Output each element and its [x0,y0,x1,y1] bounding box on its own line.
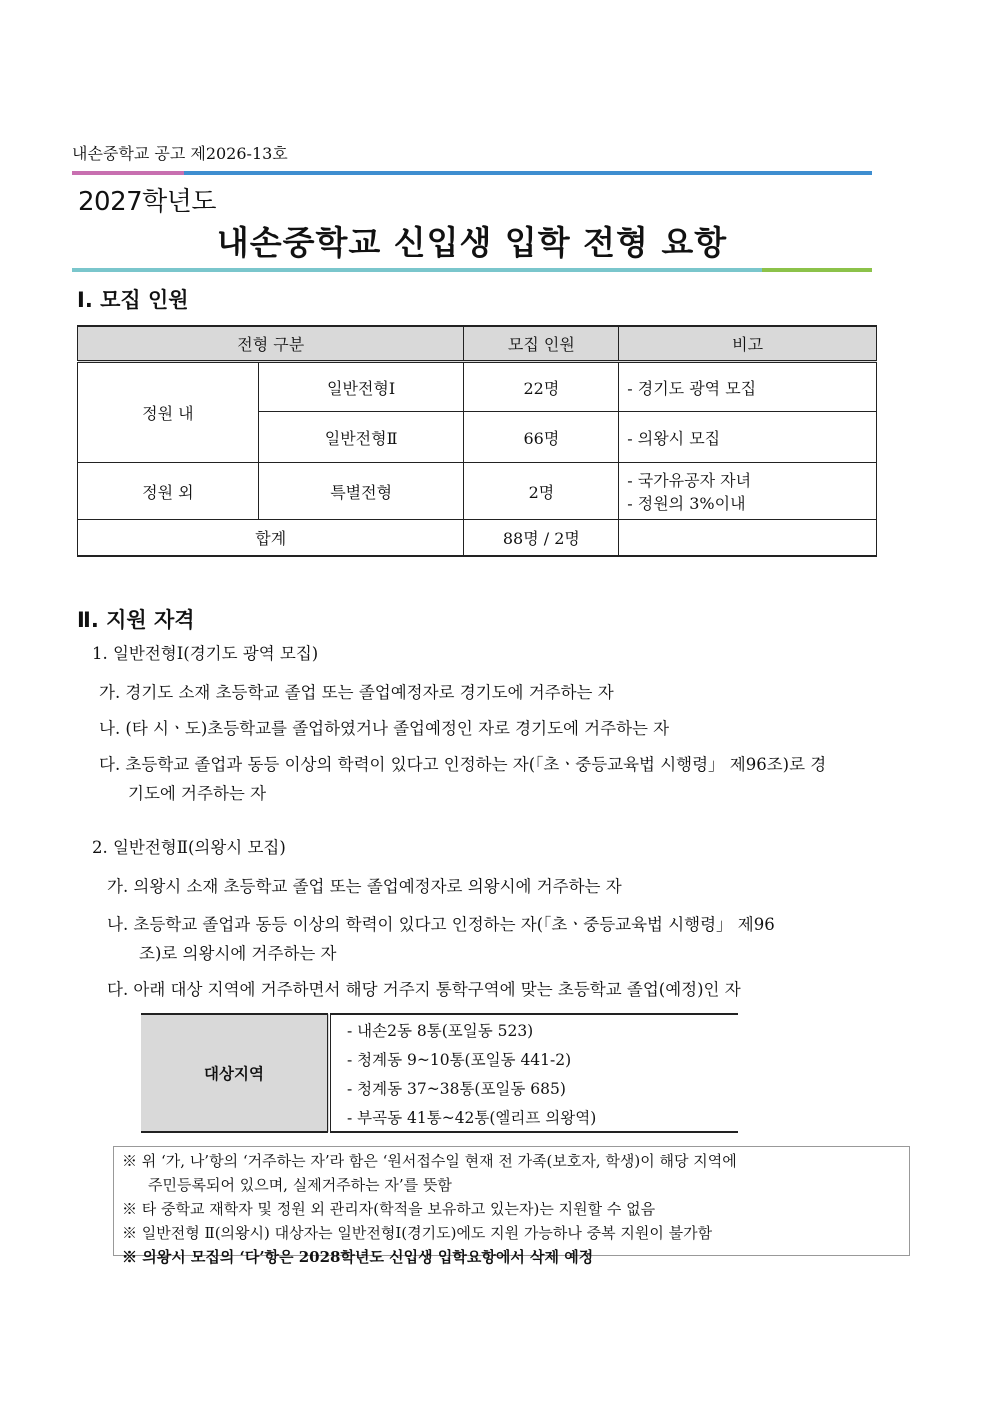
header-note: 비고 [619,326,877,362]
count-cell: 66명 [464,412,619,463]
recruit-table [77,325,877,557]
note-cell: - 경기도 광역 모집 [619,362,877,412]
list-item: 가. 경기도 소재 초등학교 졸업 또는 졸업예정자로 경기도에 거주하는 자 [99,683,614,702]
type-cell: 일반전형Ⅰ [258,362,464,412]
note-line: - 국가유공자 자녀 [627,471,752,490]
area-item: - 청계동 37~38통(포일동 685) [347,1079,566,1098]
type-cell: 특별전형 [258,463,464,520]
note-line: 주민등록되어 있으며, 실제거주하는 자’를 뜻함 [148,1176,452,1194]
list-item-continued: 조)로 의왕시에 거주하는 자 [139,944,337,963]
area-item: - 청계동 9~10통(포일동 441-2) [347,1050,572,1069]
note-line: ※ 위 ‘가, 나’항의 ‘거주하는 자’라 함은 ‘원서접수일 현재 전 가족(보호자, 학생)이 해당 지역에 [122,1152,737,1170]
list-item-continued: 기도에 거주하는 자 [128,784,267,803]
title-year: 2027학년도 [78,187,217,217]
notes-box [113,1146,910,1266]
note-line: ※ 일반전형 Ⅱ(의왕시) 대상자는 일반전형Ⅰ(경기도)에도 지원 가능하나 중복 지원이 불가함 [122,1224,713,1242]
note-line-emphasis: ※ 의왕시 모집의 ‘다’항은 2028학년도 신입생 입학요항에서 삭제 예정 [122,1248,594,1266]
notice-number: 내손중학교 공고 제2026-13호 [72,144,288,163]
page-title: 내손중학교 신입생 입학 전형 요항 [216,223,728,262]
title-bottom-bar [72,268,872,272]
title-top-bar [72,171,872,175]
list-item: 나. (타 시ㆍ도)초등학교를 졸업하였거나 졸업예정인 자로 경기도에 거주하는 자 [99,719,670,738]
group-cell: 정원 내 [78,362,259,463]
header-type: 전형 구분 [78,326,464,362]
note-cell [619,463,877,520]
total-count: 88명 / 2명 [464,520,619,556]
group-cell: 정원 외 [78,463,259,520]
total-note [619,520,877,556]
count-cell: 22명 [464,362,619,412]
target-area-table [141,1013,738,1133]
title-box [72,171,872,272]
area-label: 대상지역 [141,1014,329,1132]
sub1-title: 1. 일반전형Ⅰ(경기도 광역 모집) [92,644,319,663]
type-cell: 일반전형Ⅱ [258,412,464,463]
area-item: - 부곡동 41통~42통(엘리프 의왕역) [329,1102,738,1132]
table-row [78,362,877,412]
note-line: - 정원의 3%이내 [627,494,746,513]
count-cell: 2명 [464,463,619,520]
total-label: 합계 [78,520,464,556]
note-cell: - 의왕시 모집 [619,412,877,463]
total-row [78,520,877,556]
list-item: 다. 아래 대상 지역에 거주하면서 해당 거주지 통학구역에 맞는 초등학교 졸업(예정)인 자 [107,980,741,999]
table-row [78,463,877,520]
list-item: 가. 의왕시 소재 초등학교 졸업 또는 졸업예정자로 의왕시에 거주하는 자 [107,877,622,896]
section2-heading: Ⅱ. 지원 자격 [77,608,195,632]
header-count: 모집 인원 [464,326,619,362]
sub2-title: 2. 일반전형Ⅱ(의왕시 모집) [92,838,286,857]
area-item: - 내손2동 8통(포일동 523) [329,1014,738,1044]
note-line: ※ 타 중학교 재학자 및 정원 외 관리자(학적을 보유하고 있는자)는 지원할 수 없음 [122,1200,656,1218]
table-header-row [78,326,877,362]
section1-heading: Ⅰ. 모집 인원 [77,288,189,312]
list-item: 나. 초등학교 졸업과 동등 이상의 학력이 있다고 인정하는 자(「초ㆍ중등교육법 시행령」 제96 [107,915,775,934]
list-item: 다. 초등학교 졸업과 동등 이상의 학력이 있다고 인정하는 자(「초ㆍ중등교육법 시행령」 제96조)로 경 [99,755,827,774]
